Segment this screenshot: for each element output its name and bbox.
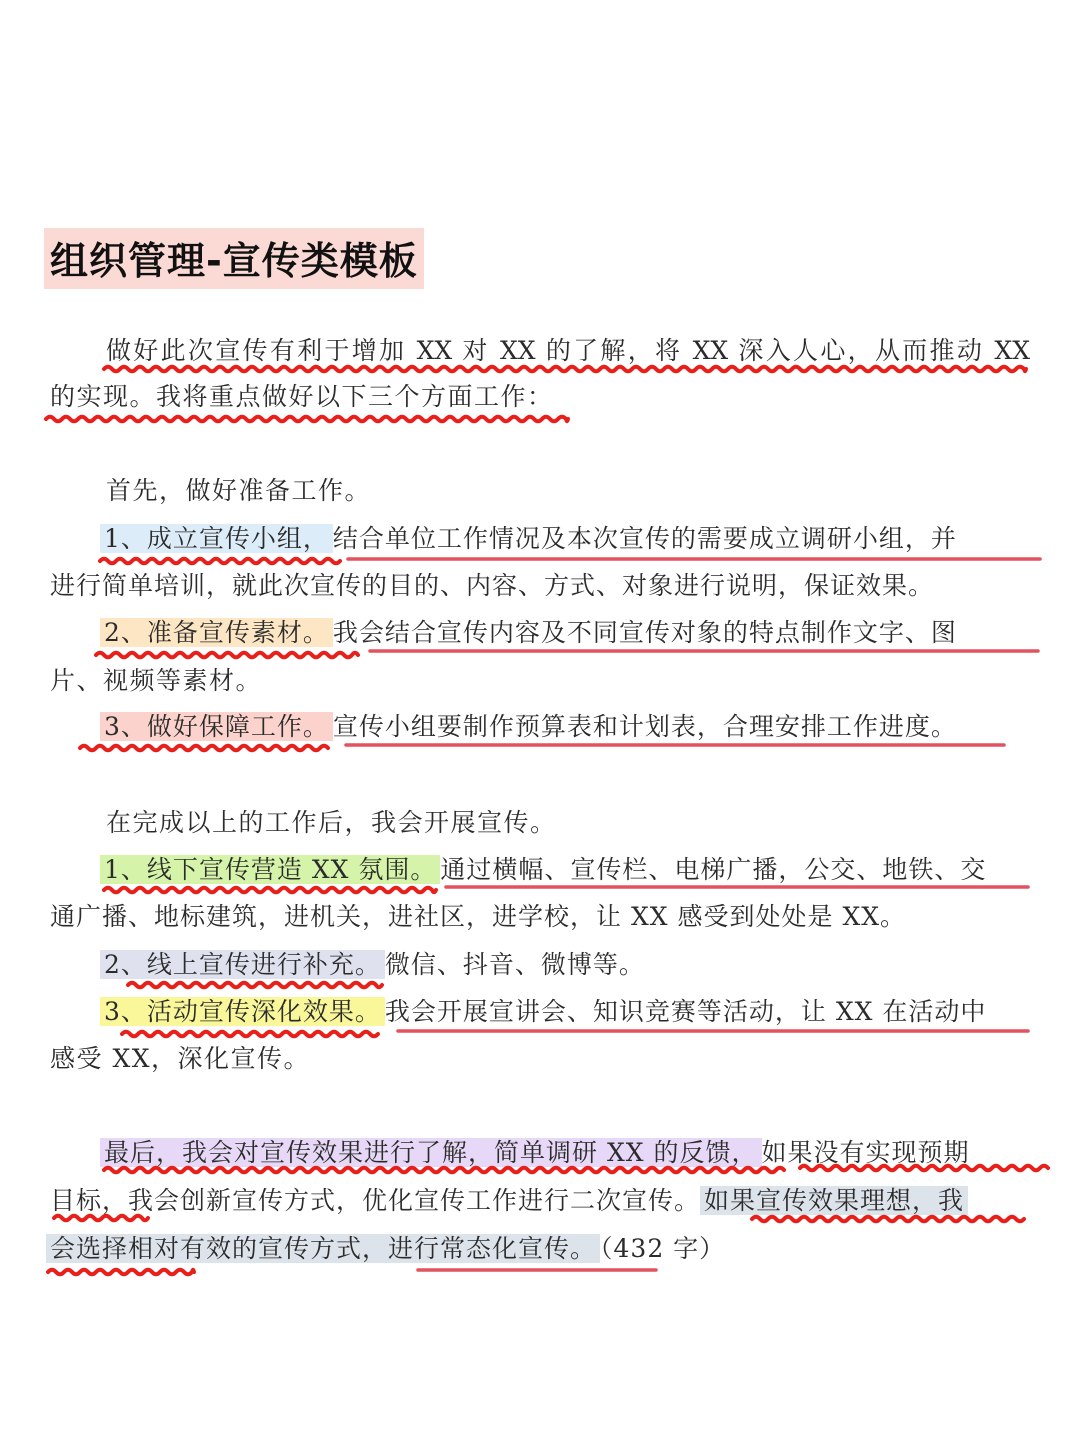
section1-item2 — [100, 614, 957, 652]
section1-item3 — [100, 708, 957, 746]
item2-head: 2、线上宣传进行补充。 — [100, 950, 385, 979]
wavy-intro-2 — [46, 417, 568, 422]
closing-line-3 — [46, 1230, 725, 1268]
wavy-s1-item1 — [100, 559, 340, 564]
word-count: （432 字） — [600, 1234, 726, 1263]
wavy-s2-item3 — [122, 1032, 378, 1037]
closing-line3-a: 会选择相对有效的宣传方式，进行常态化宣传。 — [46, 1234, 600, 1263]
closing-line2-a: 目标，我会创新宣传方式，优化宣传工作进行二次宣传。 — [50, 1186, 701, 1215]
closing-part1: 最后，我会对宣传效果进行了解，简单调研 XX 的反馈， — [100, 1138, 762, 1167]
intro-line-1: 做好此次宣传有利于增加 XX 对 XX 的了解，将 XX 深入人心，从而推动 XX — [106, 336, 1030, 365]
closing-part2: 如果没有实现预期 — [761, 1138, 970, 1167]
item1-rest: 通过横幅、宣传栏、电梯广播，公交、地铁、交 — [440, 855, 987, 884]
item1-head: 1、线下宣传营造 XX 氛围。 — [100, 855, 440, 884]
wavy-s1-item2 — [96, 653, 358, 658]
wavy-s1-item3 — [80, 746, 328, 751]
item3-head: 3、活动宣传深化效果。 — [100, 997, 385, 1026]
item3-rest: 我会开展宣讲会、知识竞赛等活动，让 XX 在活动中 — [384, 997, 987, 1026]
section1-item2-cont: 片、视频等素材。 — [50, 666, 263, 695]
section2-item1-cont: 通广播、地标建筑，进机关，进社区，进学校，让 XX 感受到处处是 XX。 — [50, 902, 907, 931]
item2-rest: 微信、抖音、微博等。 — [384, 950, 645, 979]
item2-rest: 我会结合宣传内容及不同宣传对象的特点制作文字、图 — [332, 618, 957, 647]
section1-item1 — [100, 520, 957, 558]
intro-line-2: 的实现。我将重点做好以下三个方面工作： — [50, 382, 554, 411]
closing-line-1 — [100, 1134, 970, 1172]
page-title: 组织管理-宣传类模板 — [44, 228, 424, 289]
item1-head: 1、成立宣传小组， — [100, 524, 333, 553]
section2-item3-cont: 感受 XX，深化宣传。 — [50, 1044, 311, 1073]
item3-head: 3、做好保障工作。 — [100, 712, 333, 741]
section2-item3 — [100, 993, 986, 1031]
section1-heading: 首先，做好准备工作。 — [106, 476, 372, 505]
section1-item1-cont: 进行简单培训，就此次宣传的目的、内容、方式、对象进行说明，保证效果。 — [50, 571, 935, 600]
item1-rest: 结合单位工作情况及本次宣传的需要成立调研小组，并 — [332, 524, 957, 553]
closing-line-2 — [50, 1182, 968, 1220]
section2-heading: 在完成以上的工作后，我会开展宣传。 — [106, 808, 557, 837]
item2-head: 2、准备宣传素材。 — [100, 618, 333, 647]
item3-rest: 宣传小组要制作预算表和计划表，合理安排工作进度。 — [332, 712, 957, 741]
section2-item2 — [100, 946, 645, 984]
wavy-closing-5 — [48, 1270, 194, 1275]
section2-item1 — [100, 851, 986, 889]
closing-line2-b: 如果宣传效果理想，我 — [700, 1186, 968, 1215]
